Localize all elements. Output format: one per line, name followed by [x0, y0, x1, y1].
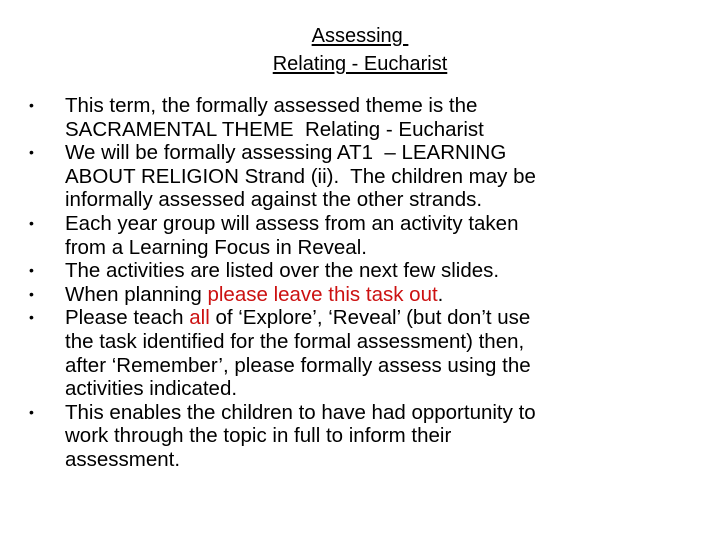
- bullet-4-line-1: The activities are listed over the next few slides.: [65, 259, 500, 283]
- bullet-dot-icon: •: [29, 144, 34, 161]
- bullet-5-text-post: .: [437, 282, 444, 306]
- bullet-list: [28, 94, 708, 472]
- bullet-2-line-2: ABOUT RELIGION Strand (ii). The children may be: [65, 164, 536, 188]
- bullet-dot-icon: •: [29, 285, 34, 302]
- bullet-item-7: [28, 401, 708, 472]
- bullet-6-text-post: of ‘Explore’, ‘Reveal’ (but don’t use: [209, 306, 531, 330]
- bullet-2-line-1: We will be formally assessing AT1 – LEARNING: [65, 141, 507, 165]
- bullet-item-1: [28, 94, 708, 141]
- bullet-5-text-red: please leave this task out: [207, 282, 438, 306]
- bullet-dot-icon: •: [29, 309, 34, 326]
- bullet-7-line-1: This enables the children to have had opportunity to: [65, 400, 536, 424]
- bullet-6-line-2: the task identified for the formal assessment) then,: [65, 329, 525, 353]
- bullet-item-4: [28, 259, 708, 283]
- bullet-dot-icon: •: [29, 97, 34, 113]
- bullet-item-3: [28, 212, 708, 259]
- bullet-7-line-3: assessment.: [65, 447, 181, 471]
- title-line-1: Assessing: [311, 25, 409, 47]
- bullet-1-line-2: SACRAMENTAL THEME Relating - Eucharist: [65, 117, 484, 141]
- bullet-6-line-3: after ‘Remember’, please formally assess using the: [65, 353, 531, 377]
- bullet-6-text-red: all: [189, 306, 210, 330]
- bullet-5-text-pre: When planning: [65, 282, 208, 306]
- bullet-item-6: [28, 306, 708, 400]
- bullet-item-2: [28, 141, 708, 212]
- bullet-6-line-4: activities indicated.: [65, 377, 238, 401]
- bullet-3-line-1: Each year group will assess from an activity taken: [65, 211, 519, 235]
- bullet-item-5: [28, 283, 708, 307]
- bullet-3-line-2: from a Learning Focus in Reveal.: [65, 235, 367, 259]
- bullet-7-line-2: work through the topic in full to inform their: [65, 424, 452, 448]
- bullet-dot-icon: •: [29, 214, 34, 231]
- title-line-2: Relating - Eucharist: [272, 53, 448, 75]
- bullet-6-text-pre: Please teach: [65, 306, 190, 330]
- bullet-6-line-1: [65, 306, 708, 330]
- slide-title: [0, 22, 720, 78]
- bullet-1-line-1: This term, the formally assessed theme is the: [65, 94, 478, 117]
- bullet-dot-icon: •: [29, 403, 34, 420]
- bullet-2-line-3: informally assessed against the other strands.: [65, 188, 483, 212]
- bullet-5-line-1: [65, 283, 708, 307]
- bullet-dot-icon: •: [29, 262, 34, 279]
